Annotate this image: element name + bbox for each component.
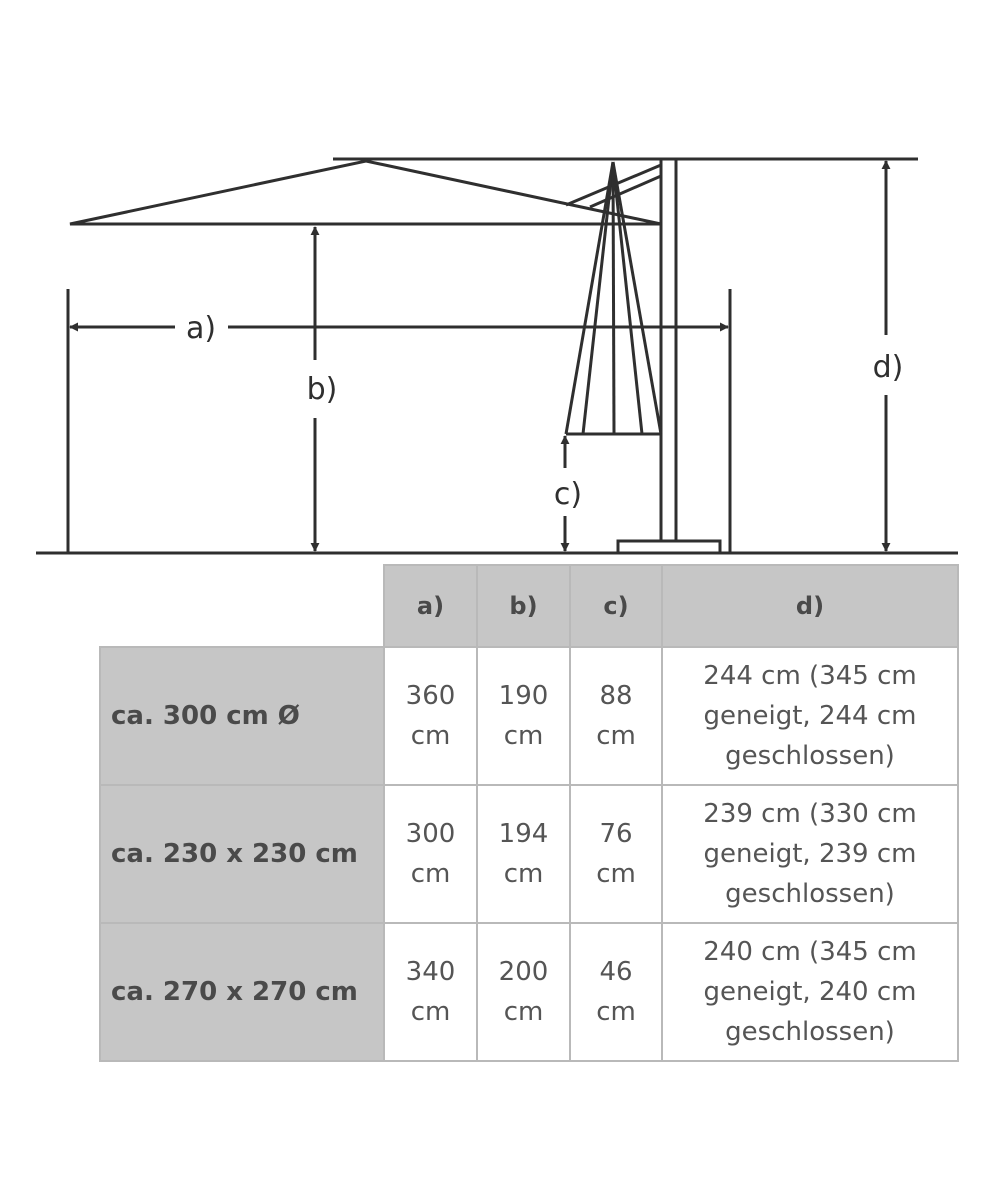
cell-line: 194 xyxy=(498,819,549,849)
column-header-d: d) xyxy=(662,565,958,647)
cell-b xyxy=(477,785,570,923)
dimension-c-label: c) xyxy=(553,477,583,512)
column-header-a: a) xyxy=(384,565,477,647)
cell-d xyxy=(662,785,958,923)
cell-c xyxy=(570,923,662,1061)
cell-line: 244 cm (345 cm xyxy=(703,661,917,691)
cell-line: geneigt, 244 cm xyxy=(703,701,917,731)
umbrella-dimension-diagram xyxy=(0,0,1000,560)
dimension-table xyxy=(99,564,959,1062)
cell-line: geschlossen) xyxy=(725,741,895,771)
cell-c xyxy=(570,785,662,923)
cell-a xyxy=(384,923,477,1061)
table-row xyxy=(100,785,958,923)
cell-a xyxy=(384,647,477,785)
column-header-c: c) xyxy=(570,565,662,647)
cell-line: geneigt, 239 cm xyxy=(703,839,917,869)
cell-line: 239 cm (330 cm xyxy=(703,799,917,829)
open-canopy xyxy=(70,161,661,224)
column-header-b: b) xyxy=(477,565,570,647)
cell-line: cm xyxy=(410,721,451,751)
cell-line: cm xyxy=(503,859,544,889)
cell-line: 200 xyxy=(498,957,549,987)
table-row xyxy=(100,923,958,1061)
cell-line: 240 cm (345 cm xyxy=(703,937,917,967)
cell-line: cm xyxy=(410,997,451,1027)
closed-umbrella xyxy=(566,162,661,434)
cell-line: geschlossen) xyxy=(725,1017,895,1047)
dimension-a-label: a) xyxy=(185,311,217,346)
umbrella-base xyxy=(618,541,720,553)
cell-d xyxy=(662,647,958,785)
cell-line: 300 xyxy=(405,819,456,849)
cell-b xyxy=(477,647,570,785)
cell-line: geneigt, 240 cm xyxy=(703,977,917,1007)
cell-line: 88 xyxy=(599,681,633,711)
cell-a xyxy=(384,785,477,923)
row-label: ca. 230 x 230 cm xyxy=(100,785,384,923)
cell-line: cm xyxy=(596,721,636,751)
cell-line: 46 xyxy=(599,957,633,987)
cell-line: cm xyxy=(596,997,636,1027)
cell-line: cm xyxy=(503,997,544,1027)
cell-line: cm xyxy=(410,859,451,889)
table-row xyxy=(100,647,958,785)
cell-line: 360 xyxy=(405,681,456,711)
cell-line: geschlossen) xyxy=(725,879,895,909)
table-header-row xyxy=(100,565,958,647)
cell-line: 190 xyxy=(498,681,549,711)
cell-line: 76 xyxy=(599,819,633,849)
row-label: ca. 300 cm Ø xyxy=(100,647,384,785)
cell-c xyxy=(570,647,662,785)
cell-line: 340 xyxy=(405,957,456,987)
table-corner-blank xyxy=(100,565,384,647)
dimension-b-label: b) xyxy=(306,372,338,407)
cell-b xyxy=(477,923,570,1061)
cell-line: cm xyxy=(503,721,544,751)
cell-d xyxy=(662,923,958,1061)
row-label: ca. 270 x 270 cm xyxy=(100,923,384,1061)
cell-line: cm xyxy=(596,859,636,889)
dimension-d-label: d) xyxy=(872,350,904,385)
